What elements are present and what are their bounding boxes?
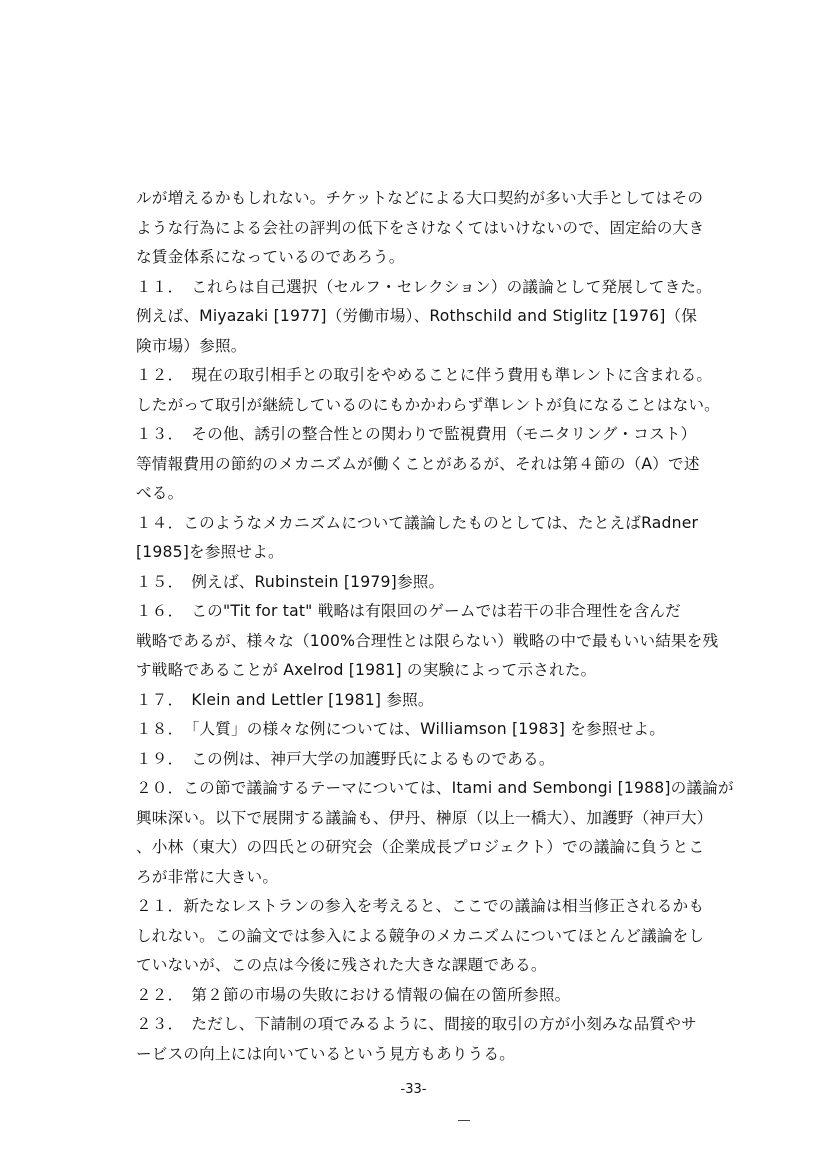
text-line: ていないが、この点は今後に残された大きな課題である。 xyxy=(136,956,547,974)
footnote-23: ２３． ただし、下請制の項でみるように、間接的取引の方が小刻みな品質やサ xyxy=(136,1015,697,1033)
text-line: す戦略であることが Axelrod [1981] の実験によって示された。 xyxy=(136,661,597,679)
footnote-15: １５． 例えば、Rubinstein [1979]参照。 xyxy=(136,572,445,591)
text-line: ービスの向上には向いているという見方もありうる。 xyxy=(136,1044,516,1063)
text-line: したがって取引が継続しているのにもかかわらず準レントが負になることはない。 xyxy=(136,395,720,414)
text-line: ルが増えるかもしれない。チケットなどによる大口契約が多い大手としてはその xyxy=(136,189,704,207)
text-line: [1985]を参照せよ。 xyxy=(136,543,284,561)
footnote-22: ２２． 第２節の市場の失敗における情報の偏在の箇所参照。 xyxy=(136,985,571,1004)
footnote-11: １１． これらは自己選択（セルフ・セレクション）の議論として発展してきた。 xyxy=(136,277,712,296)
page-number: -33- xyxy=(400,1082,427,1097)
text-line: しれない。この論文では参入による競争のメカニズムについてほとんど議論をし xyxy=(136,926,705,945)
bottom-mark xyxy=(458,1120,470,1121)
footnote-18: １８． 「人質」の様々な例については、Williamson [1983] を参照せよ。 xyxy=(136,720,665,738)
footnote-14: １４．このようなメカニズムについて議論したものとしては、たとえばRadner xyxy=(136,513,699,532)
text-line: 興味深い。以下で展開する議論も、伊丹、榊原（以上一橋大）、加護野（神戸大） xyxy=(136,808,713,827)
text-line: 例えば、Miyazaki [1977]（労働市場）、Rothschild and Stiglitz [1976]（保 xyxy=(136,307,698,325)
footnote-16: １６． この"Tit for tat" 戦略は有限回のゲームでは若干の非合理性を含んだ xyxy=(136,602,681,620)
text-line: 険市場）参照。 xyxy=(136,336,247,355)
text-line: べる。 xyxy=(136,484,184,502)
text-line: ような行為による会社の評判の低下をさけなくてはいけないので、固定給の大き xyxy=(136,218,705,237)
text-line: 、小林（東大）の四氏との研究会（企業成長プロジェクト）での議論に負うとこ xyxy=(136,838,705,856)
footnote-21: ２１．新たなレストランの参入を考えると、ここでの議論は相当修正されるかも xyxy=(136,897,705,915)
text-line: ろが非常に大きい。 xyxy=(136,867,279,886)
footnote-17: １７． Klein and Lettler [1981] 参照。 xyxy=(136,690,434,709)
footnote-12: １２． 現在の取引相手との取引をやめることに伴う費用も準レントに含まれる。 xyxy=(136,366,713,384)
text-line: 等情報費用の節約のメカニズムが働くことがあるが、それは第４節の（A）で述 xyxy=(136,454,700,473)
footnote-19: １９． この例は、神戸大学の加護野氏によるものである。 xyxy=(136,749,555,768)
text-line: な賃金体系になっているのであろう。 xyxy=(136,248,405,266)
footnote-20: ２０．この節で議論するテーマについては、Itami and Sembongi [1988]の議論が xyxy=(136,779,734,797)
text-line: 戦略であるが、様々な（100%合理性とは限らない）戦略の中で最もいい結果を残 xyxy=(136,631,719,650)
footnote-13: １３． その他、誘引の整合性との関わりで監視費用（モニタリング・コスト） xyxy=(136,425,697,443)
footnotes-body xyxy=(136,184,736,1069)
